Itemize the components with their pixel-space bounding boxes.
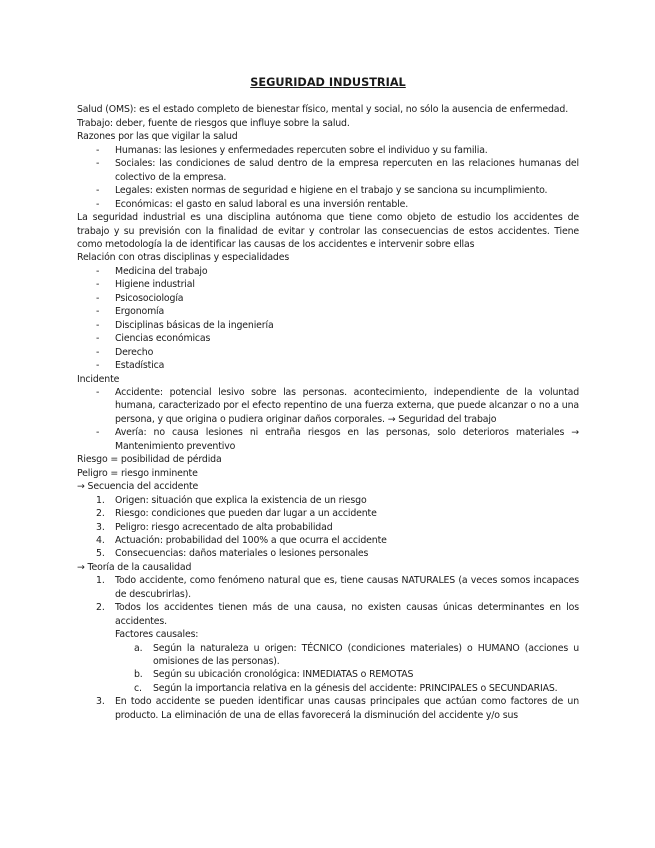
factores-list [77,642,579,696]
list-item: 5. Consecuencias: daños materiales o lesiones personales [96,548,369,560]
list-item: 3. Peligro: riesgo acrecentado de alta probabilidad [96,521,333,533]
list-item: - Medicina del trabajo [96,265,208,277]
list-item: b. Según su ubicación cronológica: INMEDIATAS o REMOTAS [134,669,414,681]
dash-marker: - [96,306,100,318]
list-item: a. Según la naturaleza u origen: TÉCNICO (condiciones materiales) o HUMANO (acciones u omisiones de las personas). [134,642,579,668]
riesgo-definition: Riesgo = posibilidad de pérdida [77,454,222,466]
secuencia-list [77,494,579,561]
trabajo-definition: Trabajo: deber, fuente de riesgos que influye sobre la salud. [77,117,350,129]
dash-marker: - [96,360,100,372]
incidente-list [77,386,579,453]
list-item: 4. Actuación: probabilidad del 100% a que ocurra el accidente [96,534,387,546]
list-item: - Estadística [96,360,165,372]
list-item: - Avería: no causa lesiones ni entraña riesgos en las personas, solo deterioros materiales → Mantenimiento preventivo [96,427,579,452]
dash-marker: - [96,292,100,304]
relacion-heading: Relación con otras disciplinas y especialidades [77,252,290,264]
dash-marker: - [96,333,100,345]
list-item: - Psicosociología [96,292,184,304]
seguridad-definition: La seguridad industrial es una disciplina autónoma que tiene como objeto de estudio los accidentes de trabajo y su previsión con la finalidad de evitar y controlar las consecuencias de estos accidentes. Tiene como metodología la de identificar las causas de los accidentes e intervenir sobre ellas [77,212,579,250]
list-item: 2. Riesgo: condiciones que pueden dar lugar a un accidente [96,508,377,520]
list-item: 1. Origen: situación que explica la existencia de un riesgo [96,494,367,506]
razones-heading: Razones por las que vigilar la salud [77,131,238,143]
teoria-list [77,574,579,722]
dash-marker: - [96,158,100,170]
dash-marker: - [96,386,100,398]
list-item: - Humanas: las lesiones y enfermedades repercuten sobre el individuo y su familia. [96,144,488,156]
peligro-definition: Peligro = riesgo inminente [77,467,198,479]
list-item: 1. Todo accidente, como fenómeno natural que es, tiene causas NATURALES (a veces somos incapaces de descubrirlas). [96,575,579,600]
factores-heading: Factores causales: [115,629,199,641]
dash-marker: - [96,265,100,277]
dash-marker: - [96,279,100,291]
list-item: - Higiene industrial [96,279,195,291]
list-item: - Sociales: las condiciones de salud dentro de la empresa repercuten en las relaciones humanas del colectivo de la empresa. [96,158,579,183]
dash-marker: - [96,319,100,331]
list-item: - Disciplinas básicas de la ingeniería [96,319,274,331]
dash-marker: - [96,346,100,358]
list-item: - Ergonomía [96,306,165,318]
dash-marker: - [96,198,100,210]
list-item: 2. Todos los accidentes tienen más de una causa, no existen causas únicas determinantes en los accidentes. Factores causales: a. Según la naturaleza u origen: TÉCNICO (condiciones materiales) o HUMANO (acciones u omisiones de las personas). b. Según su ubicación cronológica: INMEDIATAS o REMOTAS c. Según la importancia relativa en la génesis del accidente: PRINCIPALES o SECUNDARIAS. [77,601,579,695]
document-page [77,76,579,722]
disciplinas-list [77,265,579,373]
list-item: - Económicas: el gasto en salud laboral es una inversión rentable. [96,198,409,210]
dash-marker: - [96,144,100,156]
dash-marker: - [96,185,100,197]
list-item: - Derecho [96,346,154,358]
incidente-heading: Incidente [77,373,120,385]
teoria-heading: → Teoría de la causalidad [77,561,192,573]
secuencia-heading: → Secuencia del accidente [77,481,199,493]
list-item: c. Según la importancia relativa en la génesis del accidente: PRINCIPALES o SECUNDARIAS. [134,682,558,694]
list-item: - Ciencias económicas [96,333,211,345]
page-title: SEGURIDAD INDUSTRIAL [250,76,406,89]
list-item: 3. En todo accidente se pueden identificar unas causas principales que actúan como factores de un producto. La eliminación de una de ellas favorecerá la disminución del accidente y/o sus [96,696,579,721]
list-item: - Legales: existen normas de seguridad e higiene en el trabajo y se sanciona su incumplimiento. [96,185,548,197]
list-item: - Accidente: potencial lesivo sobre las personas. acontecimiento, independiente de la voluntad humana, caracterizado por el efecto repentino de una fuerza externa, que puede alcanzar o no a una persona, y que origina o pudiera originar daños corporales. → Seguridad del trabajo [96,386,579,425]
dash-marker: - [96,427,100,439]
razones-list [77,144,579,211]
salud-definition: Salud (OMS): es el estado completo de bienestar físico, mental y social, no sólo la ausencia de enfermedad. [77,104,569,116]
